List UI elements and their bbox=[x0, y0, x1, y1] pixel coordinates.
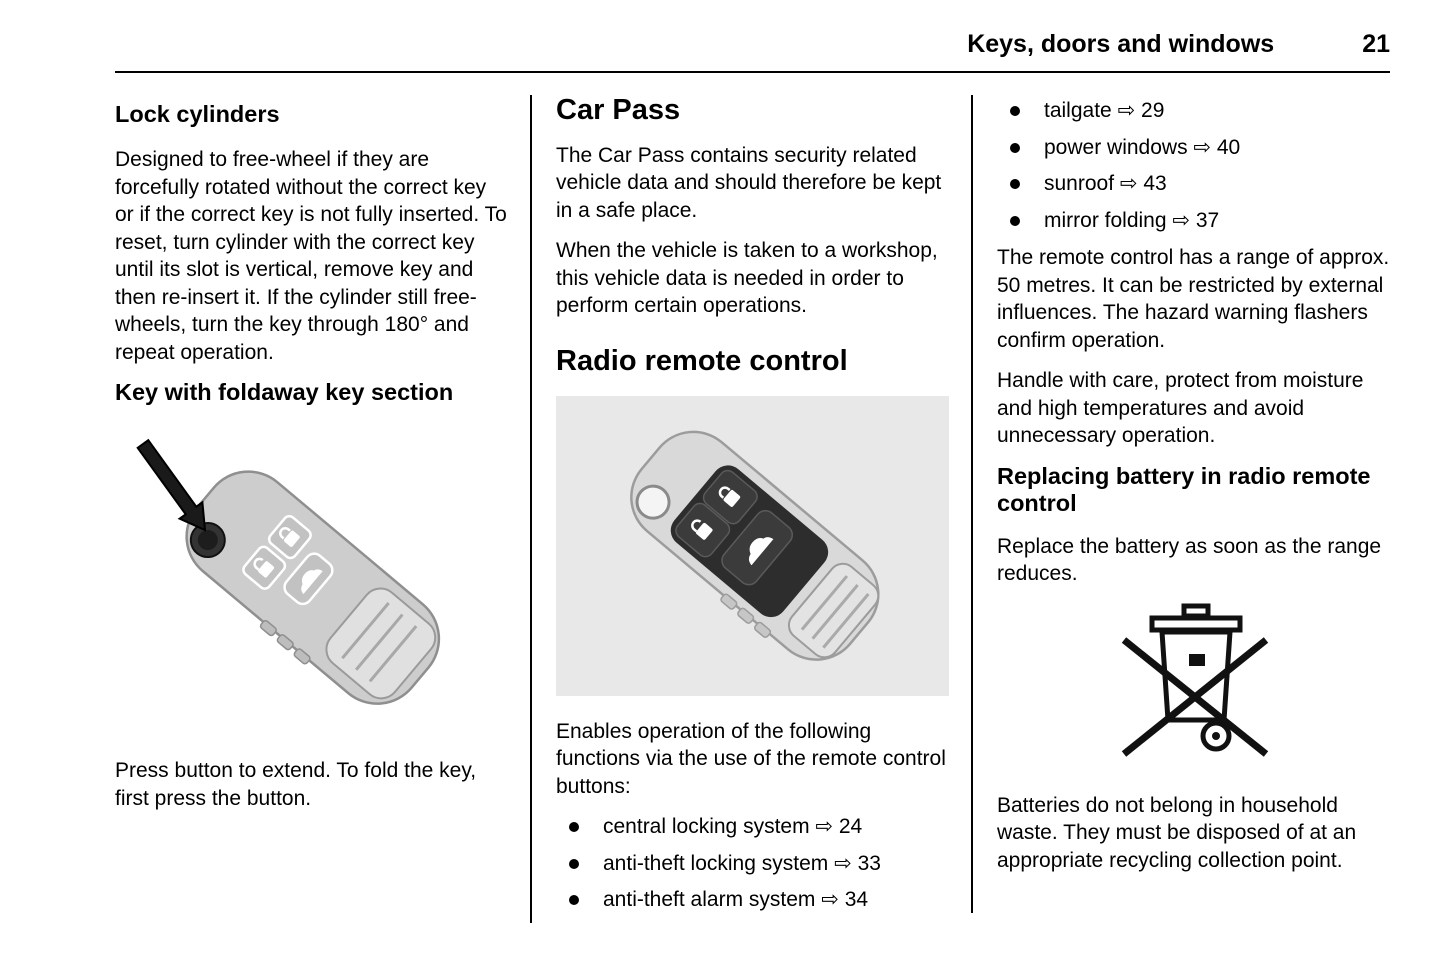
list-item-power-windows bbox=[997, 134, 1392, 162]
page-ref-number: 33 bbox=[857, 851, 881, 875]
page-ref-arrow-icon: ⇨ bbox=[1172, 208, 1190, 232]
heading-car-pass: Car Pass bbox=[556, 94, 681, 126]
list-item-tailgate bbox=[997, 97, 1392, 125]
page-ref-arrow-icon: ⇨ bbox=[1117, 99, 1136, 122]
heading-replacing-battery: Replacing battery in radio remote control bbox=[997, 462, 1371, 516]
bullet-icon bbox=[1010, 216, 1020, 226]
heading-foldaway-key: Key with foldaway key section bbox=[115, 379, 454, 406]
car-pass-paragraph-1: The Car Pass contains security related vehicle data and should therefore be kept in a safe place. bbox=[556, 143, 942, 222]
list-item-sunroof bbox=[997, 170, 1392, 198]
remote-functions-intro: Enables operation of the following functions via the use of the remote control buttons: bbox=[556, 719, 946, 798]
page-ref-number: 37 bbox=[1195, 208, 1220, 232]
page-ref-arrow-icon: ⇨ bbox=[815, 815, 834, 839]
page-ref-number: 24 bbox=[838, 815, 863, 839]
page-ref-arrow-icon: ⇨ bbox=[1119, 172, 1138, 195]
page-ref-number: 34 bbox=[844, 888, 869, 912]
list-item-label: power windows ⇨ 40 bbox=[1044, 135, 1241, 159]
list-item-mirror-folding bbox=[997, 207, 1392, 235]
list-item-label: tailgate ⇨ 29 bbox=[1044, 99, 1165, 122]
list-item-label: central locking system ⇨ 24 bbox=[603, 815, 863, 839]
chapter-title: Keys, doors and windows bbox=[967, 30, 1275, 58]
heading-lock-cylinders: Lock cylinders bbox=[115, 101, 280, 127]
remote-control-illustration bbox=[556, 396, 949, 696]
battery-replace-paragraph: Replace the battery as soon as the range reduces. bbox=[997, 534, 1382, 586]
bullet-icon bbox=[1010, 179, 1020, 189]
list-item-anti-theft-locking bbox=[556, 850, 951, 878]
bullet-icon bbox=[569, 822, 579, 832]
page-ref-arrow-icon: ⇨ bbox=[1193, 135, 1212, 159]
column-3 bbox=[997, 95, 1392, 924]
lock-cylinders-paragraph: Designed to free-wheel if they are forcefully rotated without the correct key or if the correct key is not fully inserted. To reset, turn cylinder with the correct key until its slot is vertical, remove key and then re-insert it. If the cylinder still free-wheels, turn the key through 180° and repeat operation. bbox=[115, 148, 507, 364]
heading-radio-remote-control: Radio remote control bbox=[556, 344, 848, 377]
page-ref-arrow-icon: ⇨ bbox=[834, 851, 852, 875]
battery-disposal-illustration bbox=[1110, 602, 1280, 770]
crossed-out-bin-icon bbox=[1110, 602, 1280, 770]
battery-disposal-paragraph: Batteries do not belong in household waste. They must be disposed of at an appropriate recycling collection point. bbox=[997, 793, 1357, 872]
list-item-label: sunroof ⇨ 43 bbox=[1044, 172, 1167, 195]
remote-care-paragraph: Handle with care, protect from moisture and high temperatures and avoid unnecessary operation. bbox=[997, 369, 1364, 447]
column-divider bbox=[971, 95, 973, 913]
page-ref-arrow-icon: ⇨ bbox=[821, 888, 839, 912]
car-pass-paragraph-2: When the vehicle is taken to a workshop, this vehicle data is needed in order to perform certain operations. bbox=[556, 239, 938, 318]
page-number: 21 bbox=[1362, 30, 1390, 58]
list-item-label: anti-theft alarm system ⇨ 34 bbox=[603, 888, 869, 912]
pointer-arrow-icon bbox=[138, 440, 205, 530]
bullet-icon bbox=[1010, 143, 1020, 153]
content-columns bbox=[115, 95, 1390, 924]
page-header bbox=[115, 30, 1390, 59]
column-1 bbox=[115, 95, 510, 924]
column-2 bbox=[556, 95, 951, 924]
remote-functions-list bbox=[556, 813, 951, 914]
bullet-icon bbox=[569, 895, 579, 905]
remote-fob-image bbox=[556, 396, 949, 696]
page-ref-number: 29 bbox=[1141, 99, 1165, 122]
page-ref-number: 40 bbox=[1216, 135, 1241, 159]
list-item-label: anti-theft locking system ⇨ 33 bbox=[603, 851, 881, 875]
header-rule bbox=[115, 71, 1390, 73]
key-fob-image bbox=[115, 422, 510, 737]
list-item-central-locking bbox=[556, 813, 951, 841]
column-divider bbox=[530, 95, 532, 923]
remote-functions-list-continued bbox=[997, 97, 1392, 234]
foldaway-key-paragraph: Press button to extend. To fold the key, first press the button. bbox=[115, 759, 477, 810]
foldaway-key-illustration bbox=[115, 422, 510, 737]
page-ref-number: 43 bbox=[1143, 172, 1167, 195]
list-item-label: mirror folding ⇨ 37 bbox=[1044, 208, 1220, 232]
remote-range-paragraph: The remote control has a range of approx. 50 metres. It can be restricted by external influences. The hazard warning flashers confirm operation. bbox=[997, 246, 1390, 352]
bullet-icon bbox=[1010, 106, 1020, 116]
bullet-icon bbox=[569, 859, 579, 869]
list-item-anti-theft-alarm bbox=[556, 886, 951, 914]
